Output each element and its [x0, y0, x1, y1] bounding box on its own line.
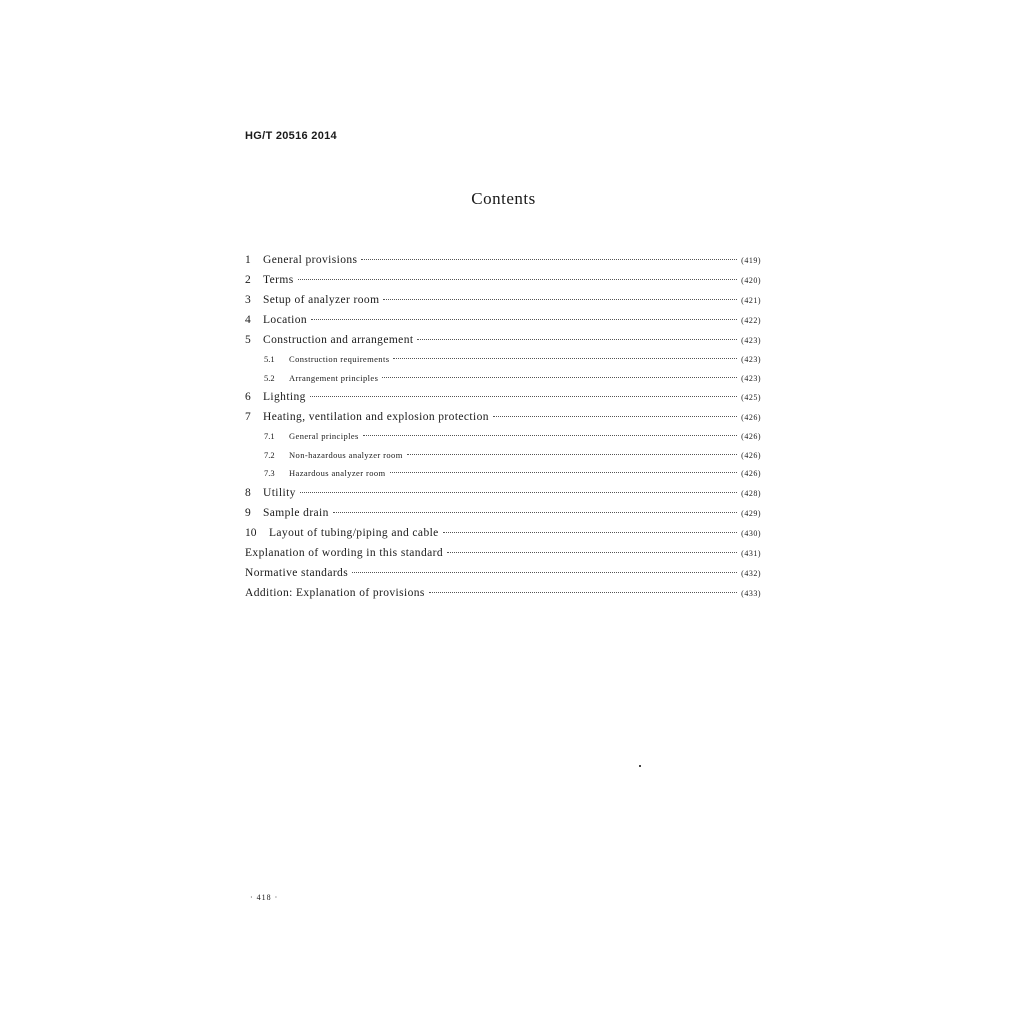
- toc-entry-label: Hazardous analyzer room: [289, 468, 386, 478]
- toc-entry-page: (426): [741, 432, 761, 441]
- dot-leader: [447, 552, 737, 553]
- toc-entry-number: 7.2: [264, 449, 275, 460]
- toc-entry-number: 9: [245, 506, 251, 519]
- toc-entry-number: 7: [245, 411, 251, 423]
- toc-entry[interactable]: [245, 563, 761, 583]
- dot-leader: [443, 532, 737, 533]
- toc-entry-label: Location: [263, 314, 308, 326]
- toc-entry[interactable]: [245, 427, 761, 446]
- dot-leader: [310, 396, 737, 397]
- toc-entry-page: (419): [741, 256, 761, 265]
- toc-entry-label: Normative standards: [245, 566, 349, 579]
- toc-entry[interactable]: [245, 310, 761, 330]
- toc-entry-number: 7.3: [264, 468, 275, 478]
- dot-leader: [383, 299, 737, 300]
- dot-leader: [393, 358, 737, 359]
- toc-entry-page: (423): [741, 373, 761, 383]
- toc-entry-number: 6: [245, 391, 251, 403]
- dot-leader: [361, 259, 737, 260]
- toc-entry-number: 8: [245, 486, 251, 499]
- toc-entry-page: (425): [741, 393, 761, 402]
- toc-entry-number: 5.2: [264, 372, 275, 383]
- toc-entry[interactable]: [245, 523, 761, 543]
- toc-entry[interactable]: [245, 350, 761, 369]
- toc-entry-label: Explanation of wording in this standard: [245, 546, 443, 559]
- toc-entry[interactable]: [245, 369, 761, 388]
- toc-entry[interactable]: [245, 270, 761, 290]
- document-code: HG/T 20516 2014: [245, 130, 337, 142]
- dot-leader: [311, 319, 737, 320]
- toc-entry[interactable]: [245, 290, 761, 310]
- toc-entry-label: Non-hazardous analyzer room: [289, 449, 403, 460]
- toc-entry-label: Lighting: [263, 391, 306, 403]
- toc-entry[interactable]: [245, 330, 761, 350]
- dot-leader: [352, 572, 737, 573]
- dot-leader: [382, 377, 737, 378]
- dot-leader: [333, 512, 737, 513]
- toc-entry-label: Addition: Explanation of provisions: [245, 586, 425, 599]
- toc-entry-page: (423): [741, 355, 761, 364]
- toc-entry-page: (429): [741, 508, 761, 518]
- toc-entry[interactable]: [245, 446, 761, 465]
- page-title: Contents: [471, 189, 536, 208]
- toc-entry-label: Sample drain: [263, 506, 329, 519]
- toc-entry-page: (426): [741, 450, 761, 460]
- toc-entry-page: (426): [741, 413, 761, 422]
- toc-entry-label: Construction and arrangement: [263, 334, 414, 346]
- toc-entry-label: Heating, ventilation and explosion protection: [263, 411, 489, 423]
- toc-entry[interactable]: [245, 407, 761, 427]
- toc-entry-label: Terms: [263, 274, 294, 286]
- toc-entry-label: Layout of tubing/piping and cable: [269, 526, 439, 539]
- toc-entry-number: 4: [245, 314, 251, 326]
- toc-entry[interactable]: [245, 250, 761, 270]
- toc-entry-label: General principles: [289, 431, 359, 441]
- toc-entry-label: Setup of analyzer room: [263, 294, 380, 306]
- toc-entry-page: (428): [741, 488, 761, 498]
- toc-entry-label: Construction requirements: [289, 354, 390, 364]
- table-of-contents: [245, 250, 761, 603]
- dot-leader: [390, 472, 738, 473]
- toc-entry[interactable]: [245, 483, 761, 503]
- toc-entry-number: 7.1: [264, 431, 275, 441]
- toc-entry-page: (432): [741, 568, 761, 578]
- toc-entry-page: (430): [741, 528, 761, 538]
- dot-leader: [300, 492, 737, 493]
- dot-leader: [493, 416, 737, 417]
- toc-entry-label: General provisions: [263, 254, 358, 266]
- toc-entry-number: 10: [245, 526, 257, 539]
- toc-entry-number: 3: [245, 294, 251, 306]
- toc-entry-page: (422): [741, 316, 761, 325]
- toc-entry[interactable]: [245, 583, 761, 603]
- dot-leader: [298, 279, 738, 280]
- toc-entry[interactable]: [245, 464, 761, 483]
- toc-entry-page: (421): [741, 296, 761, 305]
- toc-entry[interactable]: [245, 503, 761, 523]
- toc-entry-number: 1: [245, 254, 251, 266]
- toc-entry-number: 5: [245, 334, 251, 346]
- toc-entry-page: (433): [741, 588, 761, 598]
- toc-entry-number: 2: [245, 274, 251, 286]
- stray-dot: [639, 765, 641, 767]
- toc-entry-page: (426): [741, 469, 761, 478]
- page-number: · 418 ·: [250, 893, 279, 902]
- toc-entry-label: Arrangement principles: [289, 372, 379, 383]
- dot-leader: [407, 454, 737, 455]
- toc-entry[interactable]: [245, 543, 761, 563]
- dot-leader: [417, 339, 737, 340]
- toc-entry-page: (431): [741, 548, 761, 558]
- toc-entry-page: (420): [741, 276, 761, 285]
- toc-entry-page: (423): [741, 336, 761, 345]
- toc-entry-number: 5.1: [264, 354, 275, 364]
- dot-leader: [363, 435, 737, 436]
- toc-entry-label: Utility: [263, 486, 296, 499]
- toc-entry[interactable]: [245, 387, 761, 407]
- dot-leader: [429, 592, 737, 593]
